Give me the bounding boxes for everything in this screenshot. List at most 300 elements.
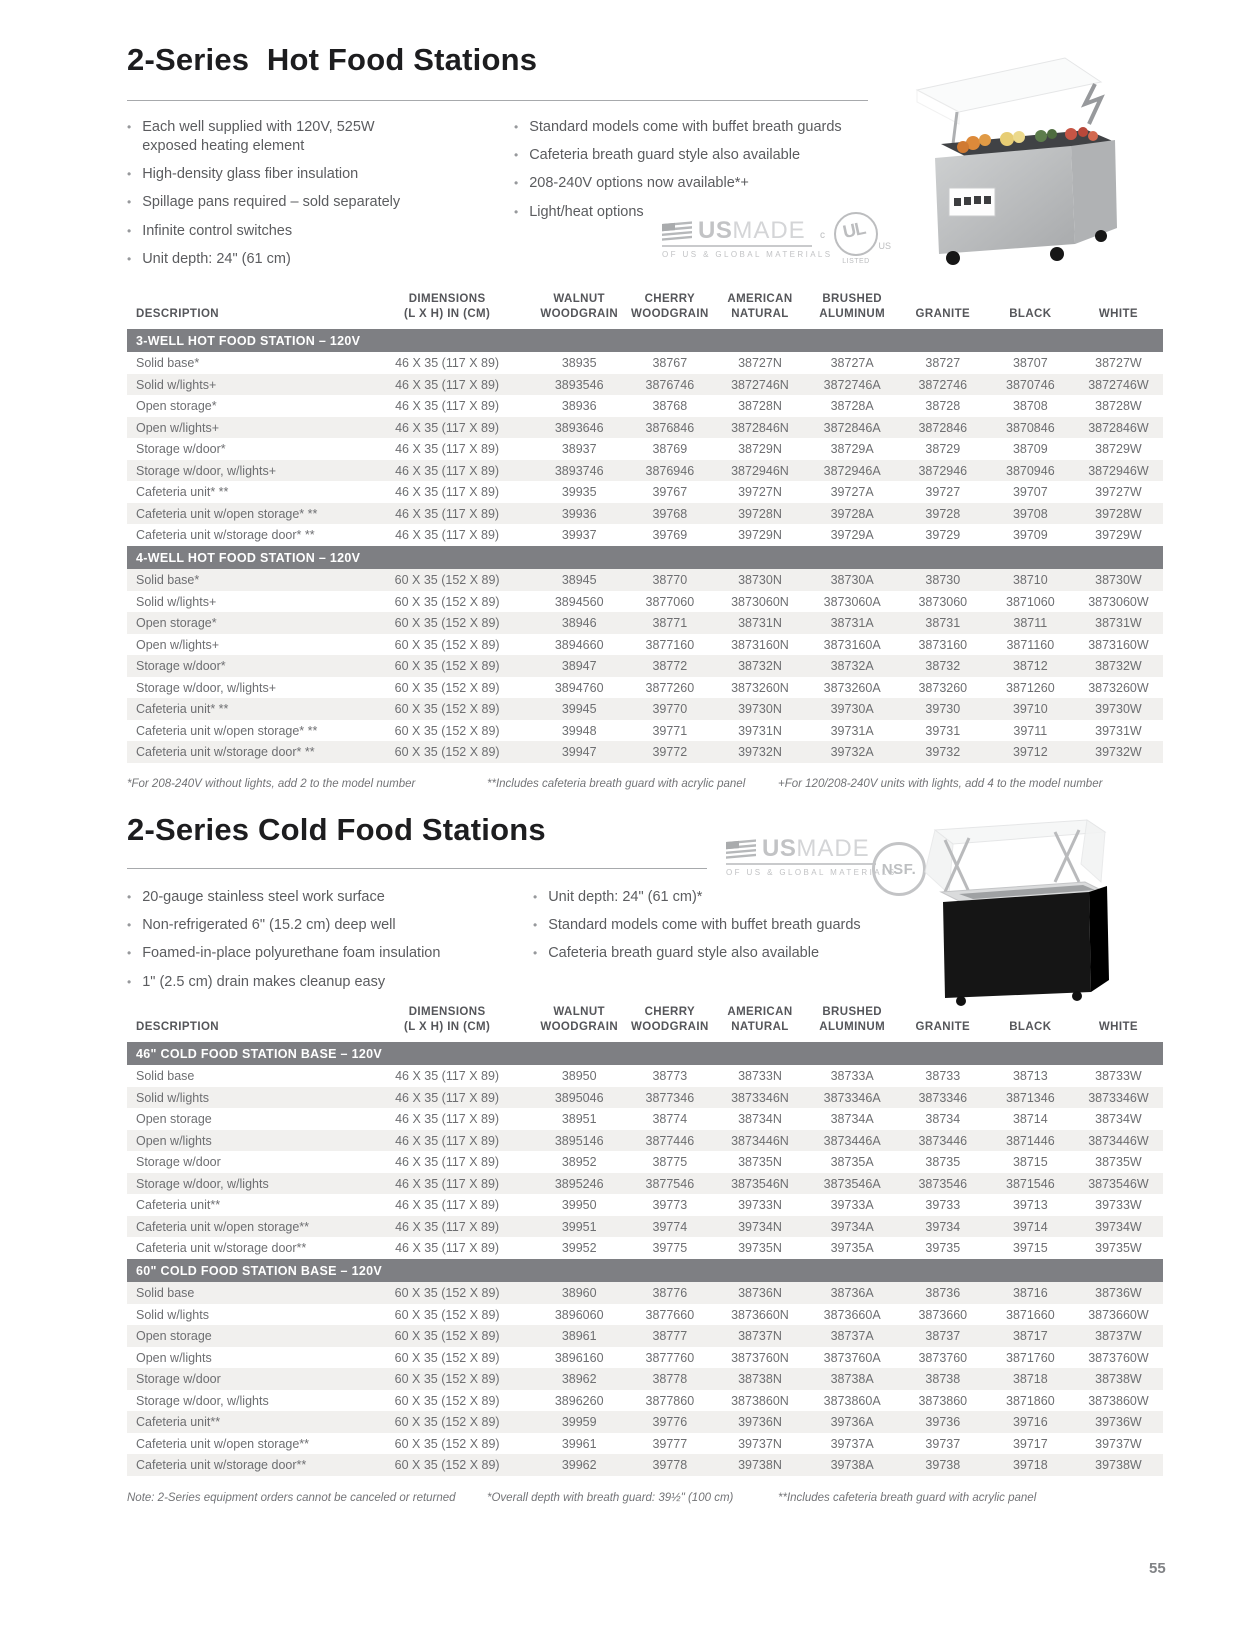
bullet-dot: •	[514, 176, 519, 191]
cell-model-number: 38707	[1012, 356, 1048, 371]
cell-model-number: 39731A	[830, 723, 874, 738]
bullet-dot: •	[127, 195, 132, 210]
cell-model-number: 39733A	[830, 1198, 874, 1213]
table-row	[127, 481, 1163, 503]
cell-model-number: 39735W	[1095, 1241, 1142, 1256]
cell-model-number: 39717	[1012, 1436, 1048, 1451]
cell-model-number: 3876946	[645, 463, 695, 478]
cell-model-number: 39775	[652, 1241, 688, 1256]
cell-model-number: 38936	[561, 399, 597, 414]
cell-description: Cafeteria unit w/open storage* **	[136, 506, 318, 521]
cell-dimensions: 46 X 35 (117 X 89)	[395, 1090, 500, 1105]
cell-model-number: 38769	[652, 442, 688, 457]
table-row	[127, 395, 1163, 417]
cell-model-number: 38736A	[830, 1286, 874, 1301]
cell-model-number: 3894660	[554, 637, 604, 652]
cell-model-number: 39937	[561, 528, 597, 543]
table-row	[127, 1433, 1163, 1455]
table-section-title: 4-WELL HOT FOOD STATION – 120V	[127, 546, 1163, 570]
bullet-item	[127, 250, 432, 269]
cell-model-number: 38728A	[830, 399, 874, 414]
cell-model-number: 38735A	[830, 1155, 874, 1170]
cell-description: Cafeteria unit w/storage door**	[136, 1241, 307, 1256]
usmade-us-text: US	[762, 835, 797, 863]
table-row	[127, 698, 1163, 720]
cell-model-number: 3870746	[1006, 377, 1055, 392]
table-row	[127, 1282, 1163, 1304]
cell-model-number: 3872746N	[731, 377, 789, 392]
cell-description: Open storage	[136, 1329, 212, 1344]
cell-model-number: 3872846	[918, 420, 968, 435]
table-row	[127, 677, 1163, 699]
cell-dimensions: 60 X 35 (152 X 89)	[394, 594, 500, 609]
cell-model-number: 38733N	[738, 1069, 782, 1084]
column-header: WALNUT WOODGRAIN	[540, 293, 619, 320]
cell-model-number: 38735W	[1095, 1155, 1142, 1170]
cell-model-number: 3871446	[1006, 1133, 1055, 1148]
ul-letters: UL	[841, 217, 867, 243]
hot-food-station-photo	[895, 48, 1135, 268]
cell-model-number: 39708	[1012, 506, 1048, 521]
bullet-dot: •	[127, 223, 132, 238]
ul-listed-logo	[820, 212, 891, 265]
cell-model-number: 39961	[561, 1436, 597, 1451]
cell-model-number: 38770	[652, 573, 688, 588]
bullet-dot: •	[514, 204, 519, 219]
cell-model-number: 3873860	[918, 1393, 968, 1408]
footnote: **Includes cafeteria breath guard with acrylic panel	[778, 1492, 1037, 1504]
hot-food-table	[127, 292, 1163, 763]
cell-model-number: 38951	[561, 1112, 597, 1127]
cell-model-number: 39734A	[830, 1219, 874, 1234]
ul-c-mark: c	[820, 230, 825, 241]
column-header: DIMENSIONS (L X H) IN (CM)	[403, 1006, 491, 1033]
cell-model-number: 39737	[925, 1436, 961, 1451]
cell-model-number: 3872946A	[823, 463, 881, 478]
cell-model-number: 39729	[925, 528, 961, 543]
cell-dimensions: 46 X 35 (117 X 89)	[395, 1069, 500, 1084]
cell-model-number: 39951	[561, 1219, 597, 1234]
table-row	[127, 1304, 1163, 1326]
cell-model-number: 38950	[561, 1069, 597, 1084]
cell-model-number: 38716	[1012, 1286, 1048, 1301]
cell-description: Solid base	[136, 1069, 195, 1084]
cell-model-number: 38732N	[738, 659, 782, 674]
table-row	[127, 374, 1163, 396]
table-section-header	[127, 1259, 1163, 1283]
cell-model-number: 38767	[652, 356, 688, 371]
cell-model-number: 3873760W	[1088, 1350, 1149, 1365]
cell-model-number: 39707	[1012, 485, 1048, 500]
cell-description: Solid w/lights	[136, 1307, 209, 1322]
cell-model-number: 3895146	[554, 1133, 604, 1148]
footnote: **Includes cafeteria breath guard with acrylic panel	[487, 778, 746, 790]
bullet-item	[127, 165, 432, 184]
cell-model-number: 38730W	[1095, 573, 1142, 588]
cell-model-number: 3871760	[1006, 1350, 1055, 1365]
cell-description: Storage w/door	[136, 1155, 221, 1170]
cell-model-number: 39716	[1012, 1415, 1048, 1430]
table-row	[127, 1454, 1163, 1476]
cell-dimensions: 60 X 35 (152 X 89)	[394, 1458, 500, 1473]
cell-model-number: 39733W	[1095, 1198, 1142, 1213]
cell-model-number: 3873860W	[1088, 1393, 1149, 1408]
cell-model-number: 3871260	[1006, 680, 1055, 695]
cell-model-number: 3873860N	[731, 1393, 789, 1408]
cell-model-number: 39952	[561, 1241, 597, 1256]
cell-model-number: 39732	[925, 745, 961, 760]
cell-model-number: 38727W	[1095, 356, 1142, 371]
footnote: *Overall depth with breath guard: 39½" (100 cm)	[487, 1492, 734, 1504]
cell-model-number: 39733N	[738, 1198, 782, 1213]
table-row	[127, 720, 1163, 742]
table-row	[127, 417, 1163, 439]
table-row	[127, 569, 1163, 591]
hot-footnotes	[127, 778, 1163, 796]
ul-listed-text: LISTED	[842, 258, 870, 265]
cell-model-number: 38735	[925, 1155, 961, 1170]
cell-model-number: 3873660A	[823, 1307, 881, 1322]
cell-dimensions: 46 X 35 (117 X 89)	[395, 528, 500, 543]
cell-model-number: 38730A	[830, 573, 874, 588]
cold-food-table	[127, 1005, 1163, 1476]
bullet-item	[127, 944, 472, 963]
cell-model-number: 39945	[561, 702, 597, 717]
cell-dimensions: 60 X 35 (152 X 89)	[394, 1372, 500, 1387]
cell-model-number: 39774	[652, 1219, 688, 1234]
cell-model-number: 3873760A	[823, 1350, 881, 1365]
footnote: *For 208-240V without lights, add 2 to the model number	[127, 778, 416, 790]
cell-model-number: 3872746A	[823, 377, 881, 392]
table-row	[127, 1065, 1163, 1087]
cell-description: Open w/lights	[136, 1133, 212, 1148]
cell-model-number: 38718	[1012, 1372, 1048, 1387]
cell-model-number: 39738A	[830, 1458, 874, 1473]
column-header: WALNUT WOODGRAIN	[540, 1006, 619, 1033]
table-row	[127, 612, 1163, 634]
cell-model-number: 3873660N	[731, 1307, 789, 1322]
cell-model-number: 3873060N	[731, 594, 789, 609]
cell-model-number: 38717	[1012, 1329, 1048, 1344]
cell-model-number: 39731W	[1095, 723, 1142, 738]
cell-model-number: 3876846	[645, 420, 695, 435]
cell-model-number: 38727N	[738, 356, 782, 371]
cell-model-number: 38961	[561, 1329, 597, 1344]
us-flag-icon	[726, 838, 756, 860]
cell-model-number: 3896060	[554, 1307, 604, 1322]
cell-model-number: 39768	[652, 506, 688, 521]
usmade-made-text: MADE	[732, 217, 806, 245]
bullet-text: Each well supplied with 120V, 525W exposed heating element	[142, 119, 375, 155]
cell-model-number: 39732A	[830, 745, 874, 760]
bullet-text: High-density glass fiber insulation	[142, 166, 359, 183]
cell-model-number: 39729N	[738, 528, 782, 543]
cell-model-number: 39778	[652, 1458, 688, 1473]
cell-model-number: 38773	[652, 1069, 688, 1084]
cell-description: Cafeteria unit w/storage door* **	[136, 745, 315, 760]
cell-model-number: 38937	[561, 442, 597, 457]
cell-model-number: 38733W	[1095, 1069, 1142, 1084]
cold-food-station-photo	[915, 798, 1115, 1006]
bullet-dot: •	[127, 167, 132, 182]
bullet-text: Light/heat options	[529, 203, 644, 220]
cell-description: Storage w/door, w/lights	[136, 1176, 269, 1191]
cell-model-number: 39736	[925, 1415, 961, 1430]
cell-model-number: 39731	[925, 723, 961, 738]
cell-description: Cafeteria unit* **	[136, 485, 229, 500]
cell-model-number: 38715	[1012, 1155, 1048, 1170]
cell-description: Storage w/door, w/lights+	[136, 680, 277, 695]
cell-model-number: 39767	[652, 485, 688, 500]
bullet-dot: •	[127, 946, 132, 961]
cell-model-number: 3873446W	[1088, 1133, 1149, 1148]
cell-dimensions: 46 X 35 (117 X 89)	[395, 399, 500, 414]
cell-description: Cafeteria unit**	[136, 1415, 221, 1430]
table-row	[127, 352, 1163, 374]
table-row	[127, 503, 1163, 525]
cell-description: Storage w/door*	[136, 442, 226, 457]
cell-model-number: 39710	[1012, 702, 1048, 717]
cell-dimensions: 46 X 35 (117 X 89)	[395, 356, 500, 371]
cell-model-number: 3873346N	[731, 1090, 789, 1105]
cell-model-number: 3873260W	[1088, 680, 1149, 695]
footnote: Note: 2-Series equipment orders cannot be canceled or returned	[127, 1492, 456, 1504]
cell-model-number: 39734N	[738, 1219, 782, 1234]
bullet-dot: •	[127, 890, 132, 904]
cell-model-number: 38738A	[830, 1372, 874, 1387]
cell-description: Storage w/door*	[136, 659, 226, 674]
cell-description: Cafeteria unit w/storage door**	[136, 1458, 307, 1473]
usmade-us-text: US	[698, 217, 733, 245]
cell-model-number: 3873760N	[731, 1350, 789, 1365]
column-header: BRUSHED ALUMINUM	[819, 1006, 886, 1033]
cell-model-number: 39737W	[1095, 1436, 1142, 1451]
cell-model-number: 38730N	[738, 573, 782, 588]
cell-dimensions: 46 X 35 (117 X 89)	[395, 485, 500, 500]
cell-model-number: 3871660	[1006, 1307, 1055, 1322]
bullet-dot: •	[533, 890, 538, 904]
cell-model-number: 3873546A	[823, 1176, 881, 1191]
cell-dimensions: 46 X 35 (117 X 89)	[395, 463, 500, 478]
bullet-item	[127, 973, 472, 992]
cell-model-number: 3871346	[1006, 1090, 1055, 1105]
cell-description: Storage w/door, w/lights	[136, 1393, 269, 1408]
cell-model-number: 38775	[652, 1155, 688, 1170]
cell-model-number: 3896160	[554, 1350, 604, 1365]
cold-bullets-left	[127, 888, 472, 1001]
cell-model-number: 39737A	[830, 1436, 874, 1451]
cell-dimensions: 60 X 35 (152 X 89)	[394, 616, 500, 631]
cell-model-number: 3873546	[918, 1176, 968, 1191]
cell-model-number: 38768	[652, 399, 688, 414]
cell-model-number: 38737A	[830, 1329, 874, 1344]
page-number: 55	[1149, 1560, 1166, 1577]
bullet-text: Standard models come with buffet breath guards	[548, 917, 861, 934]
cell-model-number: 39727A	[830, 485, 874, 500]
cell-model-number: 39735A	[830, 1241, 874, 1256]
bullet-text: Spillage pans required – sold separately	[142, 194, 401, 211]
column-header: CHERRY WOODGRAIN	[630, 1006, 709, 1033]
cell-model-number: 38710	[1012, 573, 1048, 588]
table-row	[127, 1130, 1163, 1152]
cell-dimensions: 60 X 35 (152 X 89)	[394, 745, 500, 760]
cell-model-number: 39729W	[1095, 528, 1142, 543]
cell-model-number: 38962	[561, 1372, 597, 1387]
bullet-item	[127, 193, 432, 212]
cell-model-number: 38737	[925, 1329, 961, 1344]
cell-model-number: 39728W	[1095, 506, 1142, 521]
cell-model-number: 3873660	[918, 1307, 968, 1322]
cell-model-number: 3896260	[554, 1393, 604, 1408]
cell-model-number: 39948	[561, 723, 597, 738]
cell-model-number: 38772	[652, 659, 688, 674]
cell-model-number: 3873446A	[823, 1133, 881, 1148]
cell-model-number: 3876746	[645, 377, 695, 392]
usmade-made-text: MADE	[796, 835, 870, 863]
cell-dimensions: 46 X 35 (117 X 89)	[395, 377, 500, 392]
cell-description: Open w/lights	[136, 1350, 212, 1365]
cell-model-number: 39728A	[830, 506, 874, 521]
cell-model-number: 3893746	[554, 463, 604, 478]
cell-model-number: 3877160	[645, 637, 695, 652]
cell-model-number: 38732W	[1095, 659, 1142, 674]
usmade-subtext: OF US & GLOBAL MATERIALS	[662, 250, 833, 259]
cell-model-number: 38728N	[738, 399, 782, 414]
cell-model-number: 39947	[561, 745, 597, 760]
bullet-item	[127, 222, 432, 241]
cell-model-number: 39713	[1012, 1198, 1048, 1213]
cell-model-number: 39727N	[738, 485, 782, 500]
cell-model-number: 3872846W	[1088, 420, 1149, 435]
cell-description: Solid base*	[136, 356, 200, 371]
cell-model-number: 39718	[1012, 1458, 1048, 1473]
cell-model-number: 39776	[652, 1415, 688, 1430]
bullet-item	[127, 916, 472, 935]
cell-dimensions: 46 X 35 (117 X 89)	[395, 1241, 500, 1256]
cell-dimensions: 46 X 35 (117 X 89)	[395, 1198, 500, 1213]
cell-dimensions: 46 X 35 (117 X 89)	[395, 1112, 500, 1127]
cell-model-number: 38731N	[738, 616, 782, 631]
bullet-item	[514, 146, 886, 165]
cell-model-number: 38947	[561, 659, 597, 674]
cell-model-number: 38778	[652, 1372, 688, 1387]
cell-model-number: 3877446	[645, 1133, 695, 1148]
table-section-header	[127, 546, 1163, 570]
cell-dimensions: 60 X 35 (152 X 89)	[394, 1307, 500, 1322]
cell-dimensions: 60 X 35 (152 X 89)	[394, 1415, 500, 1430]
cell-model-number: 39731N	[738, 723, 782, 738]
footnote: +For 120/208-240V units with lights, add 4 to the model number	[778, 778, 1103, 790]
cell-model-number: 38713	[1012, 1069, 1048, 1084]
cell-model-number: 3877260	[645, 680, 695, 695]
cell-dimensions: 46 X 35 (117 X 89)	[395, 1155, 500, 1170]
cell-model-number: 39777	[652, 1436, 688, 1451]
bullet-text: 1" (2.5 cm) drain makes cleanup easy	[142, 973, 386, 990]
cell-model-number: 3873346A	[823, 1090, 881, 1105]
cell-description: Storage w/door	[136, 1372, 221, 1387]
product-table	[127, 1005, 1163, 1476]
cell-model-number: 38952	[561, 1155, 597, 1170]
cell-model-number: 3871546	[1006, 1176, 1055, 1191]
cell-model-number: 39738	[925, 1458, 961, 1473]
cell-dimensions: 60 X 35 (152 X 89)	[394, 702, 500, 717]
column-header: WHITE	[1098, 307, 1138, 320]
divider	[127, 868, 707, 869]
cell-model-number: 39735N	[738, 1241, 782, 1256]
cell-model-number: 3894760	[554, 680, 604, 695]
cell-model-number: 3873446N	[731, 1133, 789, 1148]
table-row	[127, 524, 1163, 546]
cell-model-number: 38728	[925, 399, 961, 414]
cell-model-number: 39709	[1012, 528, 1048, 543]
cell-model-number: 39770	[652, 702, 688, 717]
cell-dimensions: 46 X 35 (117 X 89)	[395, 420, 500, 435]
bullet-item	[533, 944, 905, 963]
cell-model-number: 3873346	[918, 1090, 968, 1105]
table-row	[127, 460, 1163, 482]
bullet-item	[533, 916, 905, 935]
table-row	[127, 438, 1163, 460]
cell-description: Cafeteria unit w/open storage**	[136, 1219, 310, 1234]
cell-model-number: 38737N	[738, 1329, 782, 1344]
cell-model-number: 3870946	[1006, 463, 1055, 478]
cell-dimensions: 46 X 35 (117 X 89)	[395, 1219, 500, 1234]
cell-model-number: 39714	[1012, 1219, 1048, 1234]
cell-model-number: 38733	[925, 1069, 961, 1084]
us-flag-icon	[662, 220, 692, 242]
cell-description: Open storage*	[136, 399, 217, 414]
cell-model-number: 3872946W	[1088, 463, 1149, 478]
cell-model-number: 39730A	[830, 702, 874, 717]
cell-model-number: 3873160N	[731, 637, 789, 652]
cell-model-number: 38738N	[738, 1372, 782, 1387]
cell-model-number: 38709	[1012, 442, 1048, 457]
cell-model-number: 38960	[561, 1286, 597, 1301]
usmade-logo	[726, 835, 897, 877]
cell-model-number: 39738N	[738, 1458, 782, 1473]
cell-model-number: 39728N	[738, 506, 782, 521]
cell-dimensions: 60 X 35 (152 X 89)	[394, 1350, 500, 1365]
cold-footnotes	[127, 1492, 1163, 1510]
cell-model-number: 3873346W	[1088, 1090, 1149, 1105]
table-section-header	[127, 1042, 1163, 1066]
cell-description: Cafeteria unit w/open storage**	[136, 1436, 310, 1451]
column-header: AMERICAN NATURAL	[727, 293, 793, 320]
cell-description: Solid w/lights+	[136, 377, 217, 392]
divider	[127, 100, 868, 101]
cold-section-title: 2-Series Cold Food Stations	[127, 812, 546, 847]
cell-model-number: 38736N	[738, 1286, 782, 1301]
cell-model-number: 3872746W	[1088, 377, 1149, 392]
table-row	[127, 1390, 1163, 1412]
cell-model-number: 3893546	[554, 377, 604, 392]
cell-model-number: 39769	[652, 528, 688, 543]
cell-model-number: 38734W	[1095, 1112, 1142, 1127]
bullet-dot: •	[514, 120, 519, 134]
cell-model-number: 3872846N	[731, 420, 789, 435]
bullet-text: Infinite control switches	[142, 222, 293, 239]
table-row	[127, 1151, 1163, 1173]
bullet-dot: •	[514, 148, 519, 163]
table-row	[127, 1194, 1163, 1216]
cell-model-number: 3895246	[554, 1176, 604, 1191]
cell-model-number: 3872946N	[731, 463, 789, 478]
cell-model-number: 38729N	[738, 442, 782, 457]
table-section-title: 3-WELL HOT FOOD STATION – 120V	[127, 329, 1163, 353]
cell-dimensions: 60 X 35 (152 X 89)	[394, 1286, 500, 1301]
cell-model-number: 39738W	[1095, 1458, 1142, 1473]
cell-model-number: 3877660	[645, 1307, 695, 1322]
